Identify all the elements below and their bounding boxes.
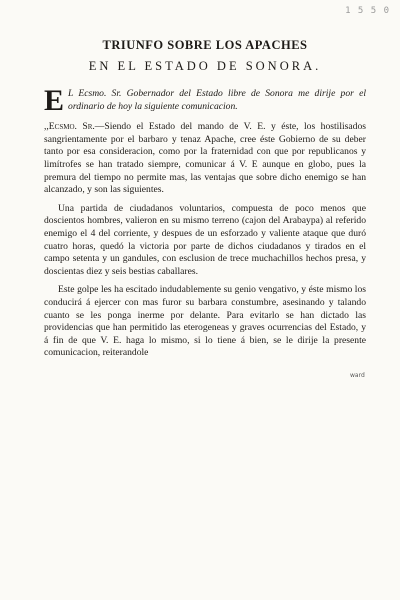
document-page [44,38,366,366]
document-subtitle: EN EL ESTADO DE SONORA. [88,59,322,73]
paragraph-text: —Siendo el Estado del mando de V. E. y éste, los hostilisados sangrientamente por el barbaro y tenaz Apache, cree éste Gobierno de su deber tanto por esa consideracion, como por la fraternidad con que por republicanos y limítrofes se han tratado siempre, comunicar á V. E aunque en globo, pues la premura del tiempo no permite mas, las ventajas que sobre dicho enemigo se han alcanzado, y son las siguientes. [44,121,366,196]
salutation: ,,Ecsmo. Sr. [44,121,95,133]
paragraph-text: Una partida de ciudadanos voluntarios, compuesta de poco menos que doscientos hombres, valieron en su mismo terreno (cajon del Arabaypa) al referido enemigo el 4 del corriente, y despues de un esforzado y valiente ataque que duró cuatro horas, quedó la victoria por parte de dichos ciudadanos y tirados en el campo setenta y un gandules, con esclusion de trece muchachillos hechos presa, y doscientas diez y seis bestias caballares. [44,202,366,277]
drop-cap: E [44,84,65,117]
body-paragraph-1 [44,121,366,197]
margin-annotation: ward [350,372,365,379]
body-paragraph-2 [44,203,366,279]
intro-text: L Ecsmo. Sr. Gobernador del Estado libre de Sonora me dirije por el ordinario de hoy la siguiente comunicacion. [68,88,366,112]
document-title: TRIUNFO SOBRE LOS APACHES [102,38,308,52]
intro-paragraph [44,84,366,117]
paragraph-text: Este golpe les ha escitado indudablemente su genio vengativo, y éste mismo los conducirá á ejercer con mas furor su barbara constumbre, asesinando y talando cuanto se les ponga inerme por delante. Para evitarlo se han dictado las providencias que han permitido las eterogeneas y graves ocurrencias del Estado, y á fin de que V. E. haga lo mismo, si lo tiene á bien, se le dirije la presente comunicacion, reiterandole [44,284,366,359]
archive-stamp: 1 5 5 0 [345,6,390,16]
body-paragraph-3 [44,284,366,360]
